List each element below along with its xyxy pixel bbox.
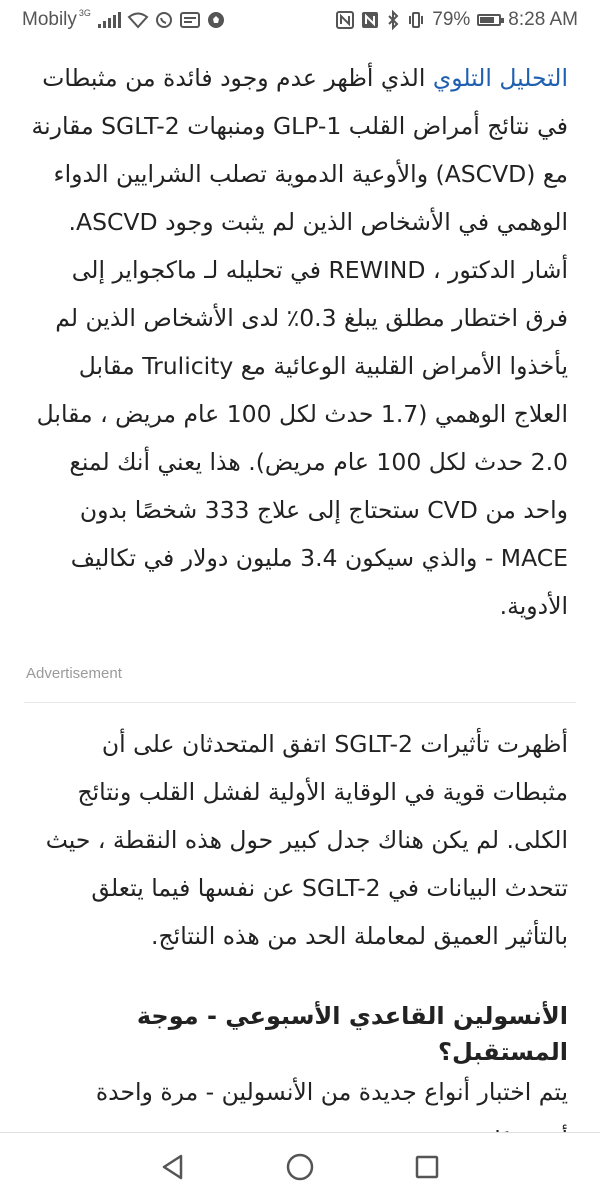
network-type: 3G (78, 8, 91, 18)
signal-icon (98, 12, 121, 28)
paragraph-text: الذي أظهر عدم وجود فائدة من مثبطات في نتائج أمراض القلب GLP-1 ومنبهات SGLT-2 مقارنة مع (ASCVD) والأوعية الدموية تصلب الشرايين الدواء الوهمي في الأشخاص الذين لم يثبت وجود ASCVD. أشار الدكتور ، REWIND في تحليله لـ ماكجواير إلى فرق اختطار مطلق يبلغ 0.3٪ لدى الأشخاص الذين لم يأخذوا الأمراض القلبية الوعائية مع Trulicity مقابل العلاج الوهمي (1.7 حدث لكل 100 عام مريض ، مقابل 2.0 حدث لكل 100 عام مريض). هذا يعني أنك لمنع واحد من CVD ستحتاج إلى علاج 333 شخصًا بدون MACE - والذي سيكون 3.4 مليون دولار في تكاليف الأدوية. (31, 64, 568, 620)
ad-divider (24, 702, 576, 703)
battery-percent: 79% (432, 9, 471, 30)
vibrate-icon (407, 11, 425, 29)
article-content (0, 40, 600, 1132)
meta-analysis-link[interactable]: التحليل التلوي (432, 64, 568, 92)
status-left (22, 9, 225, 31)
status-right (336, 9, 578, 31)
article-paragraph: أظهرت تأثيرات SGLT-2 اتفق المتحدثان على أن مثبطات قوية في الوقاية الأولية لفشل القلب ونتائج الكلى. لم يكن هناك جدل كبير حول هذه النقطة ، حيث تتحدث البيانات في SGLT-2 عن نفسها فيما يتعلق بالتأثير العميق لمعاملة الحد من هذه النتائج. (45, 730, 568, 950)
football-icon (207, 11, 225, 29)
recents-icon[interactable] (407, 1147, 447, 1187)
battery-icon (477, 14, 501, 26)
article-paragraph (24, 54, 568, 630)
whatsapp-icon (155, 11, 173, 29)
navigation-bar (0, 1132, 600, 1200)
message-icon (180, 12, 200, 28)
back-icon[interactable] (153, 1147, 193, 1187)
advertisement-label: Advertisement (26, 665, 122, 682)
carrier-name: Mobily (22, 9, 77, 30)
section-heading: الأنسولين القاعدي الأسبوعي - موجة المستقبل؟ (136, 1002, 568, 1066)
bluetooth-icon (386, 11, 400, 29)
status-bar (0, 0, 600, 40)
nfc-icon (361, 11, 379, 29)
article-paragraph: يتم اختبار أنواع جديدة من الأنسولين - مرة واحدة (95, 1078, 568, 1106)
wifi-icon (128, 12, 148, 28)
notification-n-icon (336, 11, 354, 29)
clock-time: 8:28 AM (508, 9, 578, 30)
home-icon[interactable] (280, 1147, 320, 1187)
